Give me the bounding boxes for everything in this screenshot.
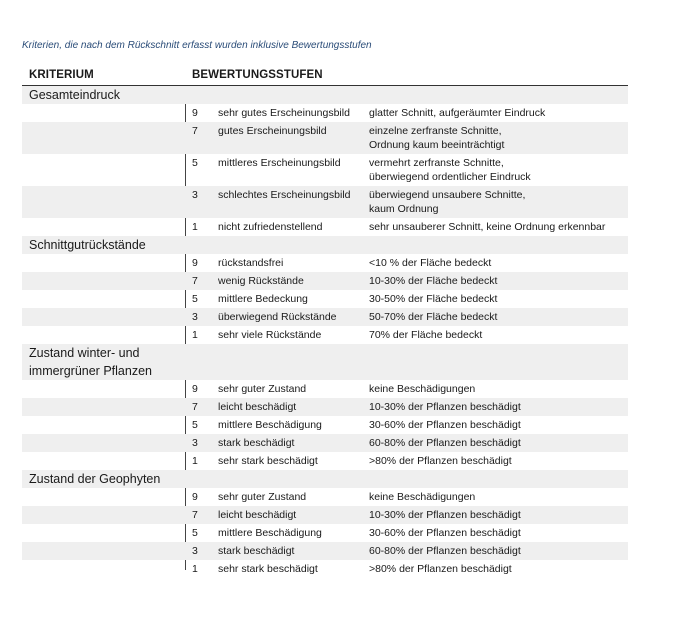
score: 7: [192, 401, 198, 413]
score: 7: [192, 275, 198, 287]
score: 5: [192, 157, 198, 169]
description: 60-80% der Pflanzen beschädigt: [369, 545, 521, 557]
description: 70% der Fläche bedeckt: [369, 329, 483, 341]
table-row: [22, 398, 628, 416]
level: stark beschädigt: [218, 437, 295, 449]
description: >80% der Pflanzen beschädigt: [369, 563, 512, 575]
header-criterion: KRITERIUM: [29, 69, 94, 81]
level: sehr stark beschädigt: [218, 563, 318, 575]
level: sehr guter Zustand: [218, 383, 307, 395]
level: rückstandsfrei: [218, 257, 284, 269]
criteria-table: [22, 67, 628, 578]
level: mittlere Beschädigung: [218, 527, 322, 539]
level: stark beschädigt: [218, 545, 295, 557]
criterion-heading: Schnittgutrückstände: [22, 236, 628, 254]
criterion-heading: Gesamteindruck: [22, 86, 628, 104]
description: glatter Schnitt, aufgeräumter Eindruck: [369, 107, 546, 119]
table-row: [22, 308, 628, 326]
table-row: [22, 506, 628, 524]
description: sehr unsauberer Schnitt, keine Ordnung erkennbar: [369, 221, 606, 233]
score: 9: [192, 491, 198, 503]
level: nicht zufriedenstellend: [218, 221, 323, 233]
score: 7: [192, 125, 198, 137]
description: überwiegend unsaubere Schnitte, kaum Ordnung: [369, 189, 526, 215]
table-header: [22, 67, 628, 86]
score: 9: [192, 257, 198, 269]
table-row: [22, 434, 628, 452]
table-row: [22, 542, 628, 560]
header-levels: BEWERTUNGSSTUFEN: [192, 69, 323, 81]
table-row: [22, 380, 628, 398]
score: 1: [192, 563, 198, 575]
description: 10-30% der Pflanzen beschädigt: [369, 509, 521, 521]
level: sehr viele Rückstände: [218, 329, 322, 341]
score: 9: [192, 107, 198, 119]
table-row: [22, 254, 628, 272]
level: sehr gutes Erscheinungsbild: [218, 107, 350, 119]
description: einzelne zerfranste Schnitte, Ordnung kaum beeinträchtigt: [369, 125, 505, 151]
description: 10-30% der Fläche bedeckt: [369, 275, 498, 287]
table-row: [22, 488, 628, 506]
level: leicht beschädigt: [218, 509, 297, 521]
score: 7: [192, 509, 198, 521]
score: 3: [192, 437, 198, 449]
score: 5: [192, 419, 198, 431]
table-row: [22, 560, 628, 578]
score: 5: [192, 293, 198, 305]
table-row: [22, 326, 628, 344]
description: >80% der Pflanzen beschädigt: [369, 455, 512, 467]
level: mittleres Erscheinungsbild: [218, 157, 341, 169]
table-row: [22, 290, 628, 308]
level: sehr guter Zustand: [218, 491, 307, 503]
table-row: [22, 416, 628, 434]
description: 30-60% der Pflanzen beschädigt: [369, 527, 521, 539]
level: mittlere Bedeckung: [218, 293, 308, 305]
description: 30-50% der Fläche bedeckt: [369, 293, 498, 305]
table-row: [22, 154, 628, 186]
level: gutes Erscheinungsbild: [218, 125, 327, 137]
description: 10-30% der Pflanzen beschädigt: [369, 401, 521, 413]
description: keine Beschädigungen: [369, 491, 476, 503]
score: 3: [192, 545, 198, 557]
table-row: [22, 186, 628, 218]
description: 50-70% der Fläche bedeckt: [369, 311, 498, 323]
criterion-heading: Zustand winter- und immergrüner Pflanzen: [22, 344, 628, 380]
level: schlechtes Erscheinungsbild: [218, 189, 351, 201]
score: 9: [192, 383, 198, 395]
score: 3: [192, 189, 198, 201]
level: sehr stark beschädigt: [218, 455, 318, 467]
description: vermehrt zerfranste Schnitte, überwiegend ordentlicher Eindruck: [369, 157, 531, 183]
score: 3: [192, 311, 198, 323]
level: leicht beschädigt: [218, 401, 297, 413]
description: 60-80% der Pflanzen beschädigt: [369, 437, 521, 449]
table-row: [22, 104, 628, 122]
level: mittlere Beschädigung: [218, 419, 322, 431]
level: überwiegend Rückstände: [218, 311, 337, 323]
table-row: [22, 122, 628, 154]
table-row: [22, 524, 628, 542]
score: 1: [192, 455, 198, 467]
score: 5: [192, 527, 198, 539]
criterion-heading: Zustand der Geophyten: [22, 470, 628, 488]
table-row: [22, 452, 628, 470]
table-row: [22, 218, 628, 236]
description: keine Beschädigungen: [369, 383, 476, 395]
description: 30-60% der Pflanzen beschädigt: [369, 419, 521, 431]
level: wenig Rückstände: [218, 275, 304, 287]
description: <10 % der Fläche bedeckt: [369, 257, 492, 269]
table-row: [22, 272, 628, 290]
score: 1: [192, 329, 198, 341]
table-caption: Kriterien, die nach dem Rückschnitt erfasst wurden inklusive Bewertungsstufen: [22, 40, 372, 51]
score: 1: [192, 221, 198, 233]
